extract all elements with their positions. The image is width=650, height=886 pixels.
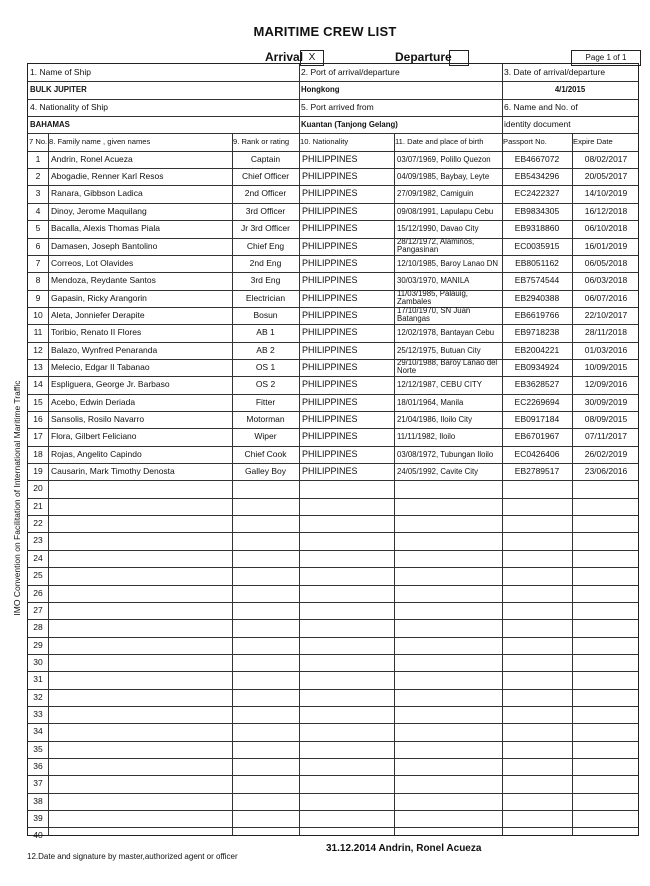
page-number: Page 1 of 1 (571, 50, 641, 66)
date-value: 4/1/2015 (554, 85, 586, 95)
crew-expire: 08/09/2015 (584, 414, 628, 424)
column-header: 7 No. (29, 137, 48, 147)
crew-name: Rojas, Angelito Capindo (51, 448, 142, 459)
row-divider (28, 793, 638, 794)
crew-no: 5 (35, 223, 41, 234)
row-divider (28, 827, 638, 828)
row-divider (28, 706, 638, 707)
crew-passport: EB9318860 (514, 223, 560, 234)
signature-label: 12.Date and signature by master,authorized agent or officer (27, 852, 238, 861)
crew-no: 1 (35, 153, 41, 164)
row-divider (28, 654, 638, 655)
crew-no: 18 (33, 448, 43, 459)
column-divider (502, 64, 503, 133)
crew-birth: 09/08/1991, Lapulapu Cebu (397, 206, 494, 216)
column-header: Expire Date (573, 137, 613, 147)
row-divider (28, 498, 638, 499)
port-label: 2. Port of arrival/departure (301, 67, 400, 77)
crew-name: Abogadie, Renner Karl Resos (51, 171, 164, 182)
crew-no: 4 (35, 205, 41, 216)
crew-name: Acebo, Edwin Deriada (51, 396, 136, 407)
crew-nationality: PHILIPPINES (302, 396, 358, 407)
crew-rank: 3rd Officer (245, 205, 286, 216)
departure-label: Departure (395, 50, 452, 64)
crew-passport: EC0035915 (514, 240, 560, 251)
empty-row-number: 21 (33, 500, 43, 511)
side-caption-text: IMO Convention on Facilitation of International Maritime Traffic (12, 380, 22, 616)
crew-birth: 18/01/1964, Manila (397, 397, 464, 407)
crew-no: 12 (33, 344, 43, 355)
page-title: MARITIME CREW LIST (253, 24, 397, 39)
crew-expire: 06/10/2018 (584, 223, 628, 234)
empty-row-number: 25 (33, 570, 43, 581)
ship-name-value: BULK JUPITER (30, 85, 87, 95)
crew-passport: EC2269694 (514, 396, 560, 407)
crew-expire: 26/02/2019 (584, 448, 628, 459)
row-divider (28, 810, 638, 811)
crew-nationality: PHILIPPINES (302, 240, 358, 251)
date-label: 3. Date of arrival/departure (504, 67, 606, 77)
crew-no: 16 (33, 414, 43, 424)
crew-no: 15 (33, 396, 43, 407)
crew-birth: 11/11/1982, Iloilo (397, 432, 456, 442)
crew-expire: 30/09/2019 (584, 396, 628, 407)
row-divider (28, 532, 638, 533)
crew-passport: EB2004221 (514, 344, 560, 355)
crew-passport: EB9834305 (514, 205, 560, 216)
row-divider (28, 775, 638, 776)
port-value: Hongkong (301, 85, 340, 95)
column-header: Passport No. (503, 137, 547, 147)
crew-nationality: PHILIPPINES (302, 431, 358, 442)
crew-birth: 27/09/1982, Camiguin (397, 189, 474, 199)
row-divider (28, 585, 638, 586)
crew-expire: 08/02/2017 (584, 153, 628, 164)
empty-row-number: 35 (33, 743, 43, 754)
crew-nationality: PHILIPPINES (302, 379, 358, 390)
column-divider (394, 133, 395, 835)
row-divider (28, 637, 638, 638)
crew-nationality: PHILIPPINES (302, 414, 358, 424)
crew-name: Correos, Lot Olavides (51, 257, 134, 268)
crew-rank: AB 1 (256, 327, 275, 338)
crew-nationality: PHILIPPINES (302, 327, 358, 338)
crew-nationality: PHILIPPINES (302, 223, 358, 234)
column-header: 11. Date and place of birth (395, 137, 484, 147)
row-divider (28, 480, 638, 481)
crew-name: Balazo, Wynfred Penaranda (51, 344, 158, 355)
crew-passport: EB8051162 (515, 257, 559, 268)
crew-passport: EB6701967 (514, 431, 560, 442)
empty-row-number: 31 (33, 674, 43, 685)
crew-birth: 25/12/1975, Butuan City (397, 345, 481, 355)
crew-no: 14 (33, 379, 43, 390)
crew-passport: EB0934924 (514, 361, 560, 372)
crew-expire: 28/11/2018 (585, 327, 627, 338)
crew-no: 3 (35, 188, 41, 199)
row-divider (28, 619, 638, 620)
row-divider (28, 758, 638, 759)
crew-passport: EB2940388 (514, 292, 560, 303)
crew-no: 8 (35, 275, 41, 286)
empty-row-number: 37 (33, 778, 43, 789)
crew-rank: AB 2 (256, 344, 275, 355)
crew-expire: 10/09/2015 (584, 361, 628, 372)
row-divider (28, 689, 638, 690)
crew-passport: EC0426406 (514, 448, 560, 459)
arrival-checkbox[interactable]: X (300, 50, 324, 66)
crew-birth: 04/09/1985, Baybay, Leyte (397, 172, 490, 182)
crew-nationality: PHILIPPINES (302, 292, 358, 303)
crew-birth: 11/03/1985, Palauig, Zambales (397, 289, 468, 306)
empty-row-number: 23 (33, 535, 43, 546)
column-header: 8. Family name , given names (49, 137, 151, 147)
crew-rank: Galley Boy (244, 466, 287, 477)
crew-rank: Fitter (255, 396, 276, 407)
empty-row-number: 20 (33, 483, 43, 494)
empty-row-number: 38 (33, 795, 43, 806)
crew-no: 6 (35, 240, 41, 251)
row-divider (28, 741, 638, 742)
ship-nationality-value: BAHAMAS (30, 120, 70, 130)
crew-nationality: PHILIPPINES (302, 257, 358, 268)
crew-nationality: PHILIPPINES (302, 205, 358, 216)
crew-name: Flora, Gilbert Feliciano (51, 431, 137, 442)
row-divider (28, 515, 638, 516)
crew-name: Gapasin, Ricky Arangorin (51, 292, 147, 303)
crew-rank: Motorman (246, 414, 285, 424)
empty-row-number: 40 (33, 830, 43, 841)
crew-no: 9 (35, 292, 41, 303)
crew-name: Toribio, Renato II Flores (51, 327, 142, 338)
signature-value: 31.12.2014 Andrin, Ronel Acueza (326, 843, 482, 854)
crew-rank: OS 1 (255, 361, 276, 372)
empty-row-number: 22 (33, 518, 43, 529)
empty-row-number: 26 (33, 587, 43, 598)
crew-nationality: PHILIPPINES (302, 275, 358, 286)
crew-nationality: PHILIPPINES (302, 188, 358, 199)
crew-name: Espliguera, George Jr. Barbaso (51, 379, 170, 390)
crew-expire: 22/10/2017 (584, 309, 628, 320)
crew-name: Ranara, Gibbson Ladica (51, 188, 143, 199)
crew-no: 10 (33, 309, 43, 320)
crew-expire: 20/05/2017 (584, 171, 628, 182)
column-header: 9. Rank or rating (233, 137, 290, 147)
crew-rank: Chief Officer (241, 171, 290, 182)
crew-rank: Chief Eng (246, 240, 285, 251)
column-header: 10. Nationality (300, 137, 349, 147)
row-divider (28, 567, 638, 568)
crew-nationality: PHILIPPINES (302, 309, 358, 320)
identity-label-2: identity document (504, 119, 571, 130)
crew-name: Aleta, Jonniefer Derapite (51, 309, 145, 320)
crew-name: Sansolis, Rosilo Navarro (51, 414, 145, 424)
crew-expire: 14/10/2019 (584, 188, 628, 199)
crew-passport: EB5434296 (514, 171, 560, 182)
column-divider (48, 133, 49, 835)
crew-nationality: PHILIPPINES (302, 171, 358, 182)
empty-row-number: 36 (33, 761, 43, 771)
empty-row-number: 33 (33, 708, 43, 719)
identity-label: 6. Name and No. of (504, 101, 578, 112)
crew-expire: 23/06/2016 (584, 466, 628, 477)
crew-expire: 01/03/2016 (584, 344, 628, 355)
crew-nationality: PHILIPPINES (302, 448, 358, 459)
crew-rank: Electrician (245, 292, 286, 303)
crew-nationality: PHILIPPINES (302, 361, 358, 372)
crew-birth: 17/10/1970, SN Juan Batangas (397, 306, 471, 323)
crew-birth: 24/05/1992, Cavite City (397, 467, 479, 477)
row-divider (28, 550, 638, 551)
crew-passport: EB2789517 (514, 466, 560, 477)
crew-no: 11 (33, 327, 43, 338)
crew-rank: Captain (250, 153, 281, 164)
crew-rank: 2nd Eng (249, 257, 282, 268)
crew-rank: 2nd Officer (244, 188, 287, 199)
crew-name: Mendoza, Reydante Santos (51, 275, 156, 286)
empty-row-number: 27 (33, 604, 43, 615)
crew-birth: 30/03/1970, MANILA (397, 276, 470, 286)
crew-rank: Jr 3rd Officer (241, 223, 290, 234)
crew-birth: 12/10/1985, Baroy Lanao DN (397, 258, 498, 268)
crew-no: 19 (33, 466, 43, 477)
crew-nationality: PHILIPPINES (302, 153, 358, 164)
empty-row-number: 34 (33, 726, 43, 737)
crew-list-table (27, 63, 639, 841)
row-divider (28, 602, 638, 603)
empty-row-number: 28 (33, 622, 43, 633)
empty-row-number: 30 (33, 656, 43, 667)
crew-birth: 12/12/1987, CEBU CITY (397, 380, 482, 390)
row-divider (28, 723, 638, 724)
crew-rank: Bosun (253, 309, 278, 320)
crew-nationality: PHILIPPINES (302, 466, 358, 477)
crew-no: 7 (35, 257, 41, 268)
crew-name: Andrin, Ronel Acueza (51, 153, 133, 164)
crew-expire: 06/05/2018 (584, 257, 628, 268)
crew-birth: 15/12/1990, Davao City (397, 224, 479, 234)
crew-passport: EB7574544 (514, 275, 560, 286)
crew-name: Dinoy, Jerome Maquilang (51, 205, 147, 216)
crew-name: Damasen, Joseph Bantolino (51, 240, 158, 251)
crew-expire: 07/11/2017 (585, 431, 627, 442)
arrived-from-value: Kuantan (Tanjong Gelang) (301, 120, 398, 130)
crew-name: Causarin, Mark Timothy Denosta (51, 466, 175, 477)
ship-nationality-label: 4. Nationality of Ship (30, 101, 108, 112)
crew-passport: EB6619766 (514, 309, 560, 320)
crew-passport: EB9718238 (514, 327, 560, 338)
empty-row-number: 39 (33, 813, 43, 824)
crew-birth: 29/10/1988, Baroy Lanao del Norte (397, 358, 498, 375)
empty-row-number: 24 (33, 552, 43, 563)
column-divider (299, 133, 300, 835)
arrival-label: Arrival (265, 50, 304, 64)
crew-expire: 16/01/2019 (584, 240, 628, 251)
crew-birth: 03/07/1969, Polillo Quezon (397, 154, 491, 164)
crew-birth: 21/04/1986, Iloilo City (397, 415, 472, 424)
empty-row-number: 29 (33, 639, 43, 650)
crew-passport: EC2422327 (514, 188, 560, 199)
crew-passport: EB0917184 (514, 414, 560, 424)
crew-name: Melecio, Edgar II Tabanao (51, 361, 150, 372)
crew-name: Bacalla, Alexis Thomas Piala (51, 223, 160, 234)
crew-passport: EB3628527 (514, 379, 560, 390)
crew-rank: 3rd Eng (250, 275, 281, 286)
row-divider (28, 671, 638, 672)
crew-expire: 12/09/2016 (584, 379, 628, 390)
crew-expire: 16/12/2018 (584, 205, 628, 216)
column-divider (299, 64, 300, 133)
crew-expire: 06/03/2018 (584, 275, 628, 286)
crew-no: 2 (35, 171, 41, 182)
crew-birth: 28/12/1972, Alaminos, Pangasinan (397, 237, 475, 254)
crew-rank: OS 2 (255, 379, 276, 390)
empty-row-number: 32 (33, 691, 43, 702)
crew-no: 17 (33, 431, 43, 442)
crew-birth: 12/02/1978, Bantayan Cebu (397, 328, 495, 338)
arrived-from-label: 5. Port arrived from (301, 101, 374, 112)
crew-expire: 06/07/2016 (584, 292, 628, 303)
ship-name-label: 1. Name of Ship (30, 67, 91, 77)
crew-nationality: PHILIPPINES (302, 344, 358, 355)
crew-rank: Chief Cook (244, 448, 287, 459)
crew-rank: Wiper (254, 431, 277, 442)
crew-no: 13 (33, 361, 43, 372)
crew-passport: EB4667072 (514, 153, 560, 164)
crew-birth: 03/08/1972, Tubungan Iloilo (397, 449, 494, 459)
